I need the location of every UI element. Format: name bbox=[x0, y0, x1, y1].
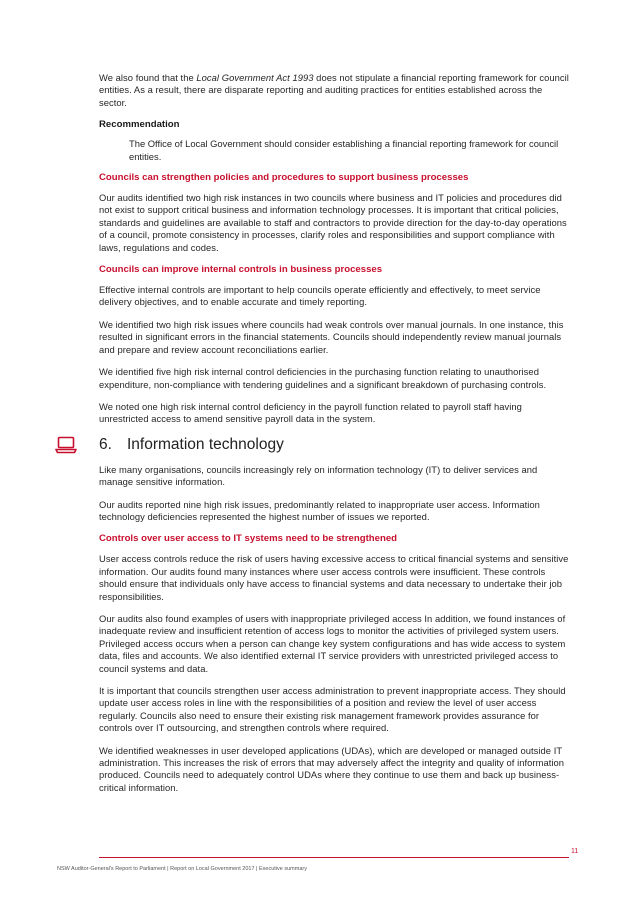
access-paragraph-1: User access controls reduce the risk of users having excessive access to critical financial systems and sensitive information. Our audits found many instances where user access controls were insufficient. These controls should ensure that individuals only have access to financial systems and data necessary to undertake their job responsibilities. bbox=[99, 553, 569, 602]
policies-heading: Councils can strengthen policies and procedures to support business processes bbox=[99, 172, 469, 184]
section-title bbox=[99, 436, 284, 454]
access-paragraph-4: We identified weaknesses in user developed applications (UDAs), which are developed or managed outside IT administration. This increases the risk of errors that may adversely affect the integrity and quality of information produced. Councils need to adequately control UDAs where they continue to use them and back up business-critical information. bbox=[99, 744, 565, 793]
section-heading bbox=[99, 436, 569, 456]
it-paragraph-2: Our audits reported nine high risk issues, predominantly related to inappropriate user access. Information technology deficiencies represented the highest number of issues we reported. bbox=[99, 498, 540, 522]
footer-divider bbox=[99, 857, 569, 858]
policies-paragraph: Our audits identified two high risk instances in two councils where business and IT policies and procedures did not exist to support critical business and information technology processes. It is important that critical policies, standards and guidelines are available to staff and contractors to provide direction for the day-to-day operations of a council, promote consistency in processes, clarify roles and responsibilities and support compliance with laws, regulations and codes. bbox=[99, 192, 567, 253]
access-heading: Controls over user access to IT systems need to be strengthened bbox=[99, 533, 398, 545]
page-content bbox=[99, 72, 569, 804]
access-paragraph-2: Our audits also found examples of users with inappropriate privileged access In addition, we found instances of inadequate review and insufficient retention of access logs to monitor the activities of privileged system users. Privileged access occurs when a person can change key system configurations and has wide access to system data, files and accounts. We also identified external IT service providers with unrestricted privileged access to council systems and data. bbox=[99, 612, 566, 674]
controls-paragraph-4: We noted one high risk internal control deficiency in the payroll function related to payroll staff having unrestricted access to amend sensitive payroll data in the system. bbox=[99, 400, 522, 425]
recommendation-text: The Office of Local Government should consider establishing a financial reporting framework for council entities. bbox=[129, 138, 559, 162]
intro-prefix: We also found that the bbox=[99, 72, 197, 83]
recommendation-heading: Recommendation bbox=[99, 119, 180, 131]
intro-paragraph bbox=[99, 72, 569, 109]
footer-text: NSW Auditor-General's Report to Parliament | Report on Local Government 2017 | Executive summary bbox=[57, 866, 307, 872]
it-paragraph-1: Like many organisations, councils increasingly rely on information technology (IT) to deliver services and manage sensitive information. bbox=[99, 463, 538, 488]
access-paragraph-3: It is important that councils strengthen user access administration to prevent inappropriate access. They should update user access roles in line with the responsibilities of a position and review the level of user access regularly. Councils also need to ensure their existing risk management framework provides assurance for controls over IT outsourcing, and strengthen controls where required. bbox=[99, 685, 566, 734]
controls-paragraph-2: We identified two high risk issues where councils had weak controls over manual journals. In one instance, this resulted in significant errors in the financial statements. Councils should independently review manual journals and prepare and review account reconciliations earlier. bbox=[99, 318, 564, 355]
act-name: Local Government Act 1993 bbox=[196, 72, 314, 83]
controls-heading: Councils can improve internal controls in business processes bbox=[99, 264, 383, 276]
section-number: 6. bbox=[99, 435, 112, 453]
intro-suffix: does not stipulate a financial reporting framework for council entities. As a result, there are disparate reporting and auditing practices for entities established across the sector. bbox=[99, 72, 569, 108]
page-number: 11 bbox=[571, 848, 579, 855]
section-title-text: Information technology bbox=[127, 435, 284, 453]
controls-paragraph-1: Effective internal controls are important to help councils operate efficiently and effectively, to meet service delivery objectives, and to enable accurate and timely reporting. bbox=[99, 284, 541, 308]
controls-paragraph-3: We identified five high risk internal control deficiencies in the purchasing function relating to unauthorised expenditure, non-compliance with tendering guidelines and a significant breakdown of purchasing controls. bbox=[99, 366, 547, 390]
laptop-icon bbox=[55, 436, 77, 454]
